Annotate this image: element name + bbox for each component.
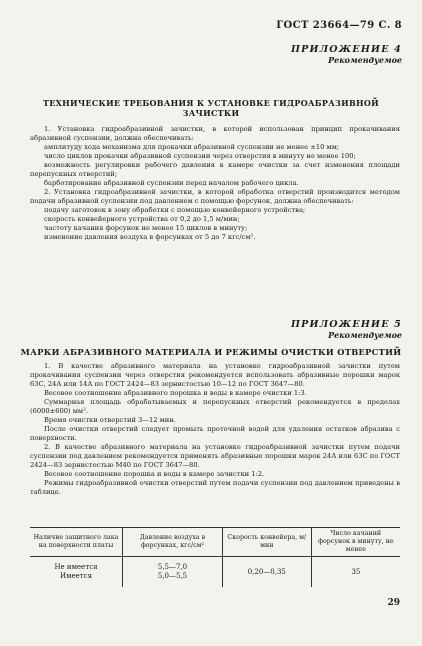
table-header-cell: Скорость конвейера, м/мин	[222, 528, 311, 557]
appendix-5-title: ПРИЛОЖЕНИЕ 5	[291, 319, 402, 330]
paragraph: 2. Установка гидроабразивной зачистки, в которой обработка отверстий производится методом подачи абразивной суспензии под давлением с помощью форсунок, должна обеспечивать:	[30, 188, 400, 205]
table-header-cell: Давление воздуха в форсунках, кгс/см²	[123, 528, 223, 557]
paragraph: После очистки отверстий следует промыть проточной водой для удаления остатков абразива с поверхности.	[30, 425, 400, 442]
paragraph: подачу заготовок в зону обработки с помощью конвейерного устройства;	[44, 206, 306, 214]
section-1-title-line2: ЗАЧИСТКИ	[182, 108, 240, 118]
paragraph: возможность регулировки рабочего давления в камере очистки за счет изменения площади перепускных отверстий;	[30, 161, 400, 178]
page-header: ГОСТ 23664—79 С. 8	[276, 20, 402, 31]
paragraph: 2. В качестве абразивного материала на установке гидроабразивной зачистки путем подачи суспензии под давлением рекомендуется применять абразивные порошки марок 24А или 63С по ГОСТ 2424—83 зернистостью М40 по ГОСТ 3647—80.	[30, 443, 400, 469]
table-header-row	[30, 528, 400, 557]
section-2-title: МАРКИ АБРАЗИВНОГО МАТЕРИАЛА И РЕЖИМЫ ОЧИСТКИ ОТВЕРСТИЙ	[20, 347, 402, 357]
paragraph: частоту качания форсунок не менее 15 циклов в минуту;	[44, 224, 248, 232]
table-header-cell: Наличие защитного лака на поверхности платы	[30, 528, 123, 557]
paragraph: скорость конвейерного устройства от 0,2 до 1,5 м/мин;	[44, 215, 240, 223]
cell-value: Имеется	[59, 572, 93, 580]
paragraph: Весовое соотношение абразивного порошка и воды в камере очистки 1:3.	[44, 389, 307, 397]
table-header-cell: Число качаний форсунок в минуту, не менее	[311, 528, 400, 557]
table-row	[30, 557, 400, 588]
cell-value: 5,0—5,5	[157, 572, 188, 580]
paragraph: барботирование абразивной суспензии перед началом рабочего цикла.	[44, 179, 299, 187]
section-1-title-line1: ТЕХНИЧЕСКИЕ ТРЕБОВАНИЯ К УСТАНОВКЕ ГИДРОАБРАЗИВНОЙ	[42, 98, 380, 108]
paragraph: Режимы гидроабразивной очистки отверстий путем подачи суспензии под давлением приведены в таблице.	[30, 479, 400, 496]
cell-value: 5,5—7,0	[157, 563, 188, 571]
section-1-body	[30, 125, 400, 242]
section-1-title	[20, 98, 402, 118]
table-cell-pressure	[123, 557, 223, 588]
appendix-4-label	[291, 45, 402, 65]
appendix-5-subtitle: Рекомендуемое	[328, 330, 402, 340]
paragraph: 1. Установка гидроабразивной зачистки, в которой использован принцип прокачивания абразивной суспензии, должна обеспечивать:	[30, 125, 400, 142]
section-2-body	[30, 362, 400, 497]
table-cell-speed: 0,20—0,35	[222, 557, 311, 588]
paragraph: 1. В качестве абразивного материала на установке гидроабразивной зачистки путем прокачивания суспензии через отверстия рекомендуется использовать абразивные порошки марок 63С, 24А или 14А по ГОСТ 2424—83 зернистостью 10—12 по ГОСТ 3647—80.	[30, 362, 400, 388]
paragraph: амплитуду хода механизма для прокачки абразивной суспензии не менее ±10 мм;	[44, 143, 340, 151]
paragraph: изменение давления воздуха в форсунках от 5 до 7 кгс/см².	[44, 233, 256, 241]
appendix-5-label	[291, 320, 402, 340]
appendix-4-title: ПРИЛОЖЕНИЕ 4	[291, 44, 402, 55]
table-cell-swings: 35	[311, 557, 400, 588]
cell-value: Не имеется	[54, 563, 98, 571]
paragraph: число циклов прокачки абразивной суспензии через отверстия в минуту не менее 100;	[44, 152, 356, 160]
modes-table	[30, 527, 400, 587]
table-cell-lacquer	[30, 557, 123, 588]
paragraph: Суммарная площадь обрабатываемых и перепускных отверстий рекомендуется в пределах (6000±600) мм².	[30, 398, 400, 415]
paragraph: Время очистки отверстий 3—12 мин.	[44, 416, 176, 424]
paragraph: Весовое соотношение порошка и воды в камере зачистки 1:2.	[44, 470, 265, 478]
appendix-4-subtitle: Рекомендуемое	[328, 55, 402, 65]
page-number: 29	[387, 598, 400, 608]
